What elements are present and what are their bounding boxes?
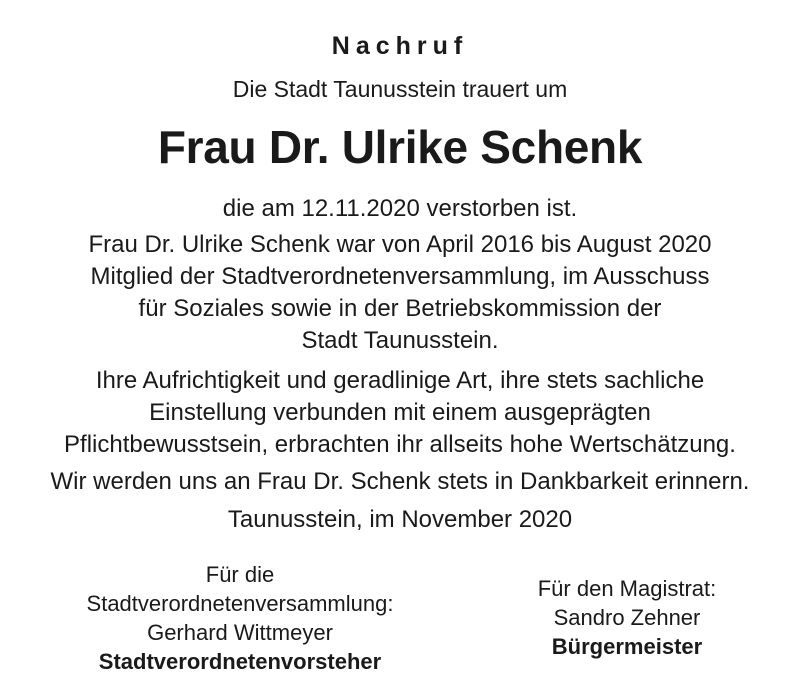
paragraph-line: Pflichtbewusstsein, erbrachten ihr allseits hohe Wertschätzung. (64, 431, 736, 458)
signature-line: Für den Magistrat: (537, 576, 717, 601)
notice-heading: Nachruf (331, 32, 469, 60)
service-paragraph (0, 229, 800, 357)
deceased-name: Frau Dr. Ulrike Schenk (157, 121, 643, 173)
signature-magistrate (512, 574, 742, 661)
signatory-title: Stadtverordnetenvorsteher (98, 649, 382, 674)
signature-line: Für die (205, 562, 275, 587)
remembrance-paragraph (0, 466, 800, 498)
intro-text: Die Stadt Taunusstein trauert um (232, 76, 568, 102)
paragraph-line: Wir werden uns an Frau Dr. Schenk stets in Dankbarkeit erinnern. (50, 468, 750, 495)
paragraph-line: Einstellung verbunden mit einem ausgeprägten (149, 399, 651, 426)
death-date-text: die am 12.11.2020 verstorben ist. (222, 195, 578, 222)
paragraph-line: Frau Dr. Ulrike Schenk war von April 2016 bis August 2020 (88, 231, 712, 258)
signature-line: Stadtverordnetenversammlung: (86, 591, 394, 616)
tribute-paragraph (0, 365, 800, 461)
paragraph-line: Ihre Aufrichtigkeit und geradlinige Art, ihre stets sachliche (95, 367, 705, 394)
signatory-name: Gerhard Wittmeyer (147, 620, 333, 645)
signatory-title: Bürgermeister (551, 634, 703, 659)
signatory-name: Sandro Zehner (553, 605, 701, 630)
paragraph-line: für Soziales sowie in der Betriebskommission der (138, 295, 662, 322)
place-date: Taunusstein, im November 2020 (227, 506, 573, 533)
paragraph-line: Stadt Taunusstein. (301, 327, 499, 354)
signature-council (40, 560, 440, 676)
paragraph-line: Mitglied der Stadtverordnetenversammlung, im Ausschuss (90, 263, 710, 290)
